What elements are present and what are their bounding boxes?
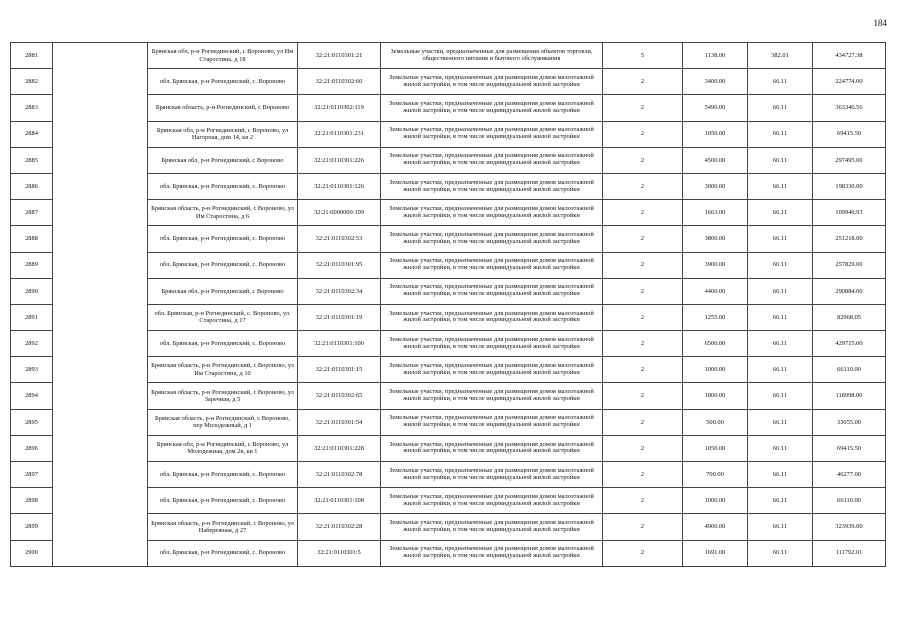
row-number: 2898 bbox=[11, 488, 53, 514]
address-cell: обл. Брянская, р-н Рогнединский, с. Вороново bbox=[148, 462, 298, 488]
address-cell: обл. Брянская, р-н Рогнединский, с. Вороново bbox=[148, 226, 298, 252]
area-cell: 1050.00 bbox=[683, 435, 748, 461]
address-cell: обл. Брянская, р-н Рогнединский, с. Вороново bbox=[148, 540, 298, 566]
cadastral-value-cell: 109940.93 bbox=[813, 200, 886, 226]
address-cell: Брянская область, р-н Рогнединский, с Вороново bbox=[148, 95, 298, 121]
land-use-cell: Земельные участки, предназначенные для размещения домов малоэтажной жилой застройки, в том числе индивидуальной жилой застройки bbox=[381, 488, 603, 514]
area-cell: 1691.00 bbox=[683, 540, 748, 566]
group-cell: 2 bbox=[603, 409, 683, 435]
cadastral-number-cell: 32:21:0110301:100 bbox=[298, 331, 381, 357]
cadastral-value-cell: 46277.00 bbox=[813, 462, 886, 488]
row-number: 2887 bbox=[11, 200, 53, 226]
blank-cell bbox=[53, 43, 148, 69]
table-row bbox=[11, 121, 886, 147]
cadastral-value-cell: 66110.00 bbox=[813, 488, 886, 514]
blank-cell bbox=[53, 409, 148, 435]
address-cell: Брянская обл, р-н Рогнединский, с Вороново, ул Им Старостина, д 18 bbox=[148, 43, 298, 69]
row-number: 2881 bbox=[11, 43, 53, 69]
cadastral-number-cell: 32:21:0110301:226 bbox=[298, 147, 381, 173]
row-number: 2888 bbox=[11, 226, 53, 252]
specific-value-cell: 66.11 bbox=[748, 357, 813, 383]
row-number: 2883 bbox=[11, 95, 53, 121]
land-use-cell: Земельные участки, предназначенные для размещения домов малоэтажной жилой застройки, в том числе индивидуальной жилой застройки bbox=[381, 357, 603, 383]
row-number: 2897 bbox=[11, 462, 53, 488]
table-row bbox=[11, 43, 886, 69]
land-use-cell: Земельные участки, предназначенные для размещения домов малоэтажной жилой застройки, в том числе индивидуальной жилой застройки bbox=[381, 331, 603, 357]
cadastral-number-cell: 32:21:0110301:5 bbox=[298, 540, 381, 566]
cadastral-number-cell: 32:21:0110301:15 bbox=[298, 357, 381, 383]
cadastral-number-cell: 32:21:0000000:199 bbox=[298, 200, 381, 226]
land-use-cell: Земельные участки, предназначенные для размещения домов малоэтажной жилой застройки, в том числе индивидуальной жилой застройки bbox=[381, 514, 603, 540]
blank-cell bbox=[53, 383, 148, 409]
group-cell: 2 bbox=[603, 462, 683, 488]
row-number: 2884 bbox=[11, 121, 53, 147]
cadastral-number-cell: 32:21:0110301:19 bbox=[298, 304, 381, 330]
address-cell: обл. Брянская, р-н Рогнединский, с. Вороново bbox=[148, 252, 298, 278]
cadastral-value-cell: 33055.00 bbox=[813, 409, 886, 435]
blank-cell bbox=[53, 488, 148, 514]
specific-value-cell: 66.11 bbox=[748, 435, 813, 461]
cadastral-value-cell: 429715.00 bbox=[813, 331, 886, 357]
blank-cell bbox=[53, 95, 148, 121]
area-cell: 1050.00 bbox=[683, 121, 748, 147]
row-number: 2885 bbox=[11, 147, 53, 173]
land-use-cell: Земельные участки, предназначенные для размещения домов малоэтажной жилой застройки, в том числе индивидуальной жилой застройки bbox=[381, 200, 603, 226]
blank-cell bbox=[53, 435, 148, 461]
land-use-cell: Земельные участки, предназначенные для размещения домов малоэтажной жилой застройки, в том числе индивидуальной жилой застройки bbox=[381, 435, 603, 461]
blank-cell bbox=[53, 357, 148, 383]
specific-value-cell: 66.11 bbox=[748, 69, 813, 95]
cadastral-number-cell: 32:21:0110301:228 bbox=[298, 435, 381, 461]
land-use-cell: Земельные участки, предназначенные для размещения домов малоэтажной жилой застройки, в том числе индивидуальной жилой застройки bbox=[381, 226, 603, 252]
table-row bbox=[11, 409, 886, 435]
cadastral-number-cell: 32:21:0110301:21 bbox=[298, 43, 381, 69]
row-number: 2891 bbox=[11, 304, 53, 330]
group-cell: 2 bbox=[603, 435, 683, 461]
table-row bbox=[11, 304, 886, 330]
group-cell: 2 bbox=[603, 488, 683, 514]
area-cell: 4900.00 bbox=[683, 514, 748, 540]
area-cell: 3900.00 bbox=[683, 252, 748, 278]
group-cell: 2 bbox=[603, 252, 683, 278]
row-number: 2892 bbox=[11, 331, 53, 357]
row-number: 2894 bbox=[11, 383, 53, 409]
group-cell: 2 bbox=[603, 304, 683, 330]
land-use-cell: Земельные участки, предназначенные для размещения домов малоэтажной жилой застройки, в том числе индивидуальной жилой застройки bbox=[381, 252, 603, 278]
table-row bbox=[11, 226, 886, 252]
group-cell: 2 bbox=[603, 357, 683, 383]
area-cell: 1000.00 bbox=[683, 488, 748, 514]
cadastral-value-cell: 118998.00 bbox=[813, 383, 886, 409]
specific-value-cell: 66.11 bbox=[748, 278, 813, 304]
address-cell: Брянская обл, р-н Рогнединский, с Вороново, ул Нагорная, дом 14, кв 2 bbox=[148, 121, 298, 147]
cadastral-number-cell: 32:21:0110301:126 bbox=[298, 173, 381, 199]
area-cell: 1138.00 bbox=[683, 43, 748, 69]
table-row bbox=[11, 278, 886, 304]
blank-cell bbox=[53, 331, 148, 357]
specific-value-cell: 382.01 bbox=[748, 43, 813, 69]
area-cell: 1255.00 bbox=[683, 304, 748, 330]
group-cell: 5 bbox=[603, 43, 683, 69]
group-cell: 2 bbox=[603, 95, 683, 121]
specific-value-cell: 66.11 bbox=[748, 95, 813, 121]
row-number: 2896 bbox=[11, 435, 53, 461]
group-cell: 2 bbox=[603, 540, 683, 566]
cadastral-number-cell: 32:21:0110301:108 bbox=[298, 488, 381, 514]
area-cell: 4400.00 bbox=[683, 278, 748, 304]
cadastral-value-cell: 323939.00 bbox=[813, 514, 886, 540]
area-cell: 1663.00 bbox=[683, 200, 748, 226]
cadastral-number-cell: 32:21:0110302:78 bbox=[298, 462, 381, 488]
group-cell: 2 bbox=[603, 69, 683, 95]
cadastral-number-cell: 32:21:0110302:28 bbox=[298, 514, 381, 540]
area-cell: 3400.00 bbox=[683, 69, 748, 95]
group-cell: 2 bbox=[603, 173, 683, 199]
cadastral-value-cell: 363340.56 bbox=[813, 95, 886, 121]
group-cell: 2 bbox=[603, 383, 683, 409]
land-use-cell: Земельные участки, предназначенные для размещения домов малоэтажной жилой застройки, в том числе индивидуальной жилой застройки bbox=[381, 540, 603, 566]
address-cell: Брянская область, р-н Рогнединский, с Вороново, пер Молодежный, д 1 bbox=[148, 409, 298, 435]
cadastral-number-cell: 32:21:0110301:54 bbox=[298, 409, 381, 435]
blank-cell bbox=[53, 121, 148, 147]
land-use-cell: Земельные участки, предназначенные для размещения домов малоэтажной жилой застройки, в том числе индивидуальной жилой застройки bbox=[381, 278, 603, 304]
cadastral-value-cell: 290884.00 bbox=[813, 278, 886, 304]
cadastral-value-cell: 224774.00 bbox=[813, 69, 886, 95]
address-cell: Брянская область, р-н Рогнединский, с Вороново, ул Им Старостина, д 6 bbox=[148, 200, 298, 226]
land-use-cell: Земельные участки, предназначенные для размещения домов малоэтажной жилой застройки, в том числе индивидуальной жилой застройки bbox=[381, 69, 603, 95]
row-number: 2899 bbox=[11, 514, 53, 540]
specific-value-cell: 66.11 bbox=[748, 226, 813, 252]
table-row bbox=[11, 540, 886, 566]
land-use-cell: Земельные участки, предназначенные для размещения домов малоэтажной жилой застройки, в том числе индивидуальной жилой застройки bbox=[381, 173, 603, 199]
address-cell: Брянская обл, р-н Рогнединский, с Вороново bbox=[148, 278, 298, 304]
blank-cell bbox=[53, 252, 148, 278]
table-row bbox=[11, 514, 886, 540]
group-cell: 2 bbox=[603, 514, 683, 540]
group-cell: 2 bbox=[603, 121, 683, 147]
specific-value-cell: 66.11 bbox=[748, 331, 813, 357]
page-number: 184 bbox=[873, 18, 887, 28]
table-row bbox=[11, 435, 886, 461]
land-use-cell: Земельные участки, предназначенные для размещения домов малоэтажной жилой застройки, в том числе индивидуальной жилой застройки bbox=[381, 95, 603, 121]
cadastral-number-cell: 32:21:0110302:65 bbox=[298, 383, 381, 409]
area-cell: 1800.00 bbox=[683, 383, 748, 409]
land-use-cell: Земельные участки, предназначенные для размещения домов малоэтажной жилой застройки, в том числе индивидуальной жилой застройки bbox=[381, 409, 603, 435]
cadastral-number-cell: 32:21:0110302:53 bbox=[298, 226, 381, 252]
cadastral-value-cell: 66110.00 bbox=[813, 357, 886, 383]
land-use-cell: Земельные участки, предназначенные для размещения объектов торговли, общественного питания и бытового обслуживания bbox=[381, 43, 603, 69]
group-cell: 2 bbox=[603, 331, 683, 357]
address-cell: обл. Брянская, р-н Рогнединский, с. Вороново, ул. Старостина, д 17 bbox=[148, 304, 298, 330]
group-cell: 2 bbox=[603, 200, 683, 226]
cadastral-value-cell: 251218.00 bbox=[813, 226, 886, 252]
blank-cell bbox=[53, 540, 148, 566]
row-number: 2893 bbox=[11, 357, 53, 383]
specific-value-cell: 66.11 bbox=[748, 488, 813, 514]
blank-cell bbox=[53, 304, 148, 330]
address-cell: Брянская область, р-н Рогнединский, с Вороново, ул Набережная, д 27 bbox=[148, 514, 298, 540]
cadastral-value-cell: 69415.50 bbox=[813, 121, 886, 147]
row-number: 2895 bbox=[11, 409, 53, 435]
group-cell: 2 bbox=[603, 147, 683, 173]
land-use-cell: Земельные участки, предназначенные для размещения домов малоэтажной жилой застройки, в том числе индивидуальной жилой застройки bbox=[381, 304, 603, 330]
table-body bbox=[11, 43, 886, 567]
area-cell: 5496.00 bbox=[683, 95, 748, 121]
table-row bbox=[11, 488, 886, 514]
specific-value-cell: 66.11 bbox=[748, 540, 813, 566]
area-cell: 1000.00 bbox=[683, 357, 748, 383]
area-cell: 3800.00 bbox=[683, 226, 748, 252]
table-row bbox=[11, 69, 886, 95]
blank-cell bbox=[53, 173, 148, 199]
specific-value-cell: 66.11 bbox=[748, 200, 813, 226]
row-number: 2882 bbox=[11, 69, 53, 95]
table-row bbox=[11, 462, 886, 488]
row-number: 2890 bbox=[11, 278, 53, 304]
specific-value-cell: 66.11 bbox=[748, 514, 813, 540]
blank-cell bbox=[53, 147, 148, 173]
cadastral-value-cell: 198330.00 bbox=[813, 173, 886, 199]
blank-cell bbox=[53, 200, 148, 226]
table-row bbox=[11, 383, 886, 409]
cadastral-number-cell: 32:21:0110301:95 bbox=[298, 252, 381, 278]
group-cell: 2 bbox=[603, 278, 683, 304]
cadastral-value-cell: 297495.00 bbox=[813, 147, 886, 173]
blank-cell bbox=[53, 69, 148, 95]
cadastral-number-cell: 32:21:0110301:231 bbox=[298, 121, 381, 147]
row-number: 2900 bbox=[11, 540, 53, 566]
cadastral-value-cell: 257829.00 bbox=[813, 252, 886, 278]
address-cell: Брянская обл, р-н Рогнединский, с Вороново bbox=[148, 147, 298, 173]
row-number: 2886 bbox=[11, 173, 53, 199]
cadastral-value-cell: 111792.01 bbox=[813, 540, 886, 566]
specific-value-cell: 66.11 bbox=[748, 462, 813, 488]
area-cell: 4500.00 bbox=[683, 147, 748, 173]
address-cell: обл. Брянская, р-н Рогнединский, с. Вороново bbox=[148, 173, 298, 199]
table-row bbox=[11, 95, 886, 121]
land-use-cell: Земельные участки, предназначенные для размещения домов малоэтажной жилой застройки, в том числе индивидуальной жилой застройки bbox=[381, 121, 603, 147]
blank-cell bbox=[53, 514, 148, 540]
address-cell: Брянская обл, р-н Рогнединский, с Вороново, ул Молодежная, дом 2в, кв 1 bbox=[148, 435, 298, 461]
cadastral-value-table bbox=[10, 42, 886, 567]
address-cell: Брянская область, р-н Рогнединский, с Вороново, ул Заречная, д 5 bbox=[148, 383, 298, 409]
land-use-cell: Земельные участки, предназначенные для размещения домов малоэтажной жилой застройки, в том числе индивидуальной жилой застройки bbox=[381, 462, 603, 488]
specific-value-cell: 66.11 bbox=[748, 383, 813, 409]
cadastral-number-cell: 32:21:0110302:60 bbox=[298, 69, 381, 95]
cadastral-number-cell: 32:21:0110302:34 bbox=[298, 278, 381, 304]
address-cell: обл. Брянская, р-н Рогнединский, с. Вороново bbox=[148, 69, 298, 95]
cadastral-value-cell: 434727.38 bbox=[813, 43, 886, 69]
area-cell: 700.00 bbox=[683, 462, 748, 488]
cadastral-number-cell: 32:21:0110302:119 bbox=[298, 95, 381, 121]
land-use-cell: Земельные участки, предназначенные для размещения домов малоэтажной жилой застройки, в том числе индивидуальной жилой застройки bbox=[381, 383, 603, 409]
area-cell: 6500.00 bbox=[683, 331, 748, 357]
address-cell: обл. Брянская, р-н Рогнединский, с. Вороново bbox=[148, 488, 298, 514]
blank-cell bbox=[53, 226, 148, 252]
land-use-cell: Земельные участки, предназначенные для размещения домов малоэтажной жилой застройки, в том числе индивидуальной жилой застройки bbox=[381, 147, 603, 173]
specific-value-cell: 66.11 bbox=[748, 121, 813, 147]
table-row bbox=[11, 331, 886, 357]
specific-value-cell: 66.11 bbox=[748, 173, 813, 199]
area-cell: 3000.00 bbox=[683, 173, 748, 199]
blank-cell bbox=[53, 462, 148, 488]
row-number: 2889 bbox=[11, 252, 53, 278]
group-cell: 2 bbox=[603, 226, 683, 252]
table-row bbox=[11, 173, 886, 199]
specific-value-cell: 66.11 bbox=[748, 147, 813, 173]
address-cell: Брянская область, р-н Рогнединский, с Вороново, ул Им Старостина, д 10 bbox=[148, 357, 298, 383]
table-row bbox=[11, 357, 886, 383]
table-row bbox=[11, 200, 886, 226]
table-row bbox=[11, 147, 886, 173]
specific-value-cell: 66.11 bbox=[748, 304, 813, 330]
table-row bbox=[11, 252, 886, 278]
area-cell: 500.00 bbox=[683, 409, 748, 435]
blank-cell bbox=[53, 278, 148, 304]
address-cell: обл. Брянская, р-н Рогнединский, с. Вороново bbox=[148, 331, 298, 357]
specific-value-cell: 66.11 bbox=[748, 409, 813, 435]
specific-value-cell: 66.11 bbox=[748, 252, 813, 278]
cadastral-value-cell: 69415.50 bbox=[813, 435, 886, 461]
cadastral-value-cell: 82968.05 bbox=[813, 304, 886, 330]
